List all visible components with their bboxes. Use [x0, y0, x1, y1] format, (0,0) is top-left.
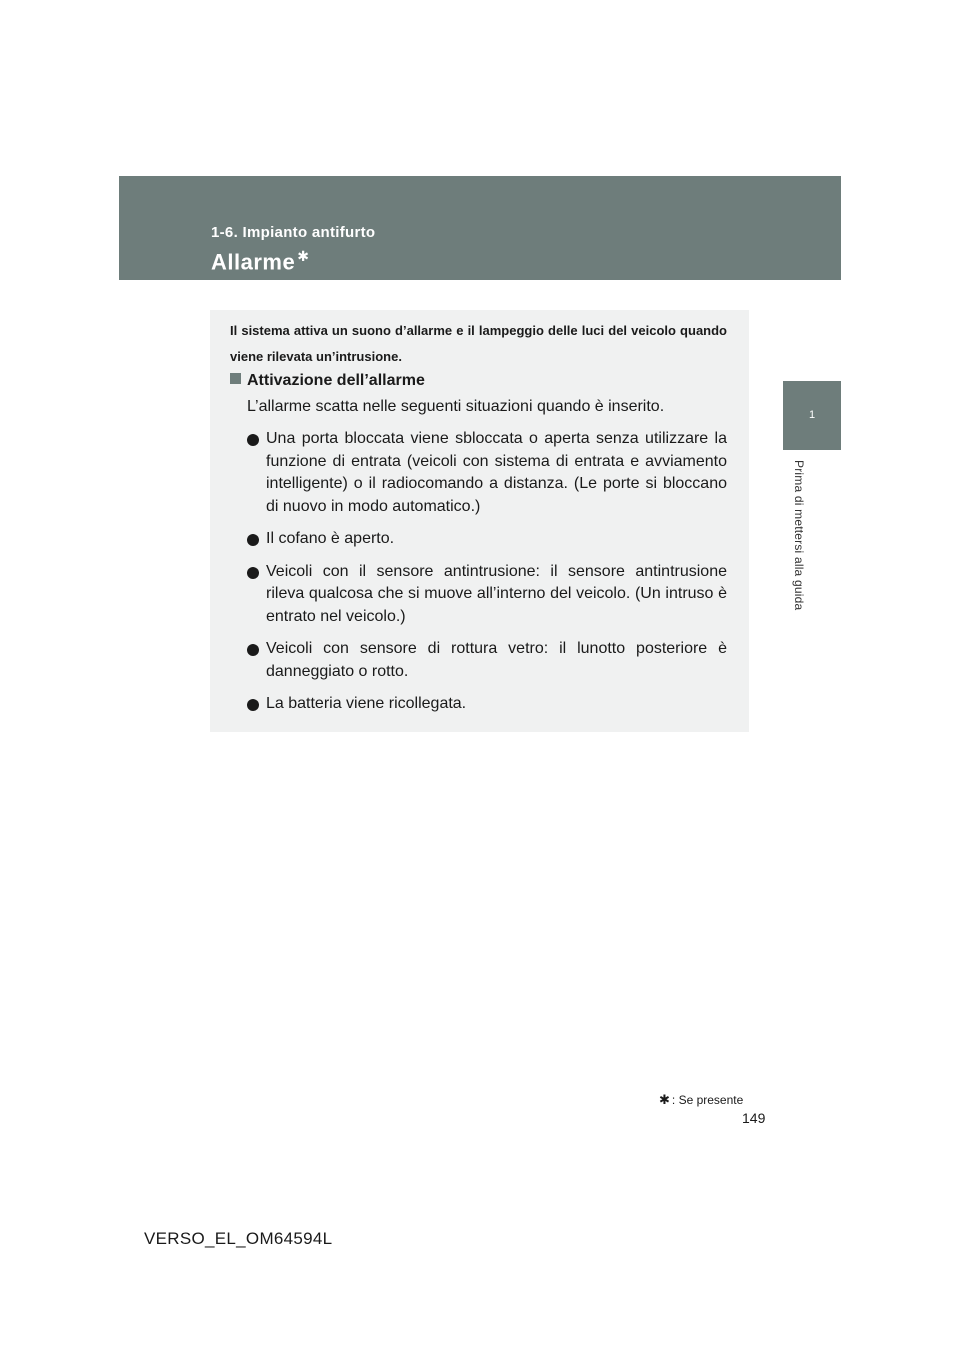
round-bullet-icon: [247, 434, 259, 446]
list-item: [247, 561, 727, 629]
page-title-text: Allarme: [211, 249, 296, 275]
optional-marker-icon: ✱: [297, 248, 310, 264]
round-bullet-icon: [247, 699, 259, 711]
list-item-text: Una porta bloccata viene sbloccata o aperta senza utilizzare la funzione di entrata (veicoli con sistema di entrata e avviamento intelligente) o il radiocomando a distanza. (Le porte si bloccano di nuovo in modo automatico.): [266, 430, 727, 515]
footnote-text: : Se presente: [671, 1093, 744, 1107]
list-item: [247, 428, 727, 518]
lead-text: L’allarme scatta nelle seguenti situazioni quando è inserito.: [247, 398, 665, 415]
intro-text: Il sistema attiva un suono d’allarme e il lampeggio delle luci del veicolo quando viene rilevata un’intrusione.: [230, 323, 727, 364]
condition-list: [247, 428, 727, 726]
round-bullet-icon: [247, 534, 259, 546]
list-item: [247, 638, 727, 683]
list-item: [247, 693, 727, 716]
round-bullet-icon: [247, 567, 259, 579]
footnote: [659, 1092, 743, 1108]
page-title: [211, 248, 309, 275]
list-item-text: Veicoli con sensore di rottura vetro: il lunotto posteriore è danneggiato o rotto.: [266, 640, 727, 680]
chapter-title: Prima di mettersi alla guida: [792, 460, 806, 611]
chapter-number: 1: [808, 409, 816, 421]
content-panel: [210, 310, 749, 732]
square-bullet-icon: [230, 373, 241, 384]
list-item-text: Il cofano è aperto.: [266, 530, 395, 547]
section-label: 1-6. Impianto antifurto: [211, 224, 376, 241]
document-code: VERSO_EL_OM64594L: [144, 1229, 333, 1248]
subheading: [230, 372, 425, 390]
optional-marker-icon: ✱: [659, 1092, 670, 1107]
subheading-text: Attivazione dell’allarme: [247, 372, 425, 389]
chapter-tab: [783, 381, 841, 450]
list-item-text: Veicoli con il sensore antintrusione: il sensore antintrusione rileva qualcosa che si muove all’interno del veicolo. (Un intruso è entrato nel veicolo.): [266, 562, 727, 625]
round-bullet-icon: [247, 644, 259, 656]
list-item-text: La batteria viene ricollegata.: [266, 695, 467, 712]
list-item: [247, 528, 727, 551]
page-number: 149: [742, 1110, 766, 1126]
header-band: [119, 176, 841, 280]
